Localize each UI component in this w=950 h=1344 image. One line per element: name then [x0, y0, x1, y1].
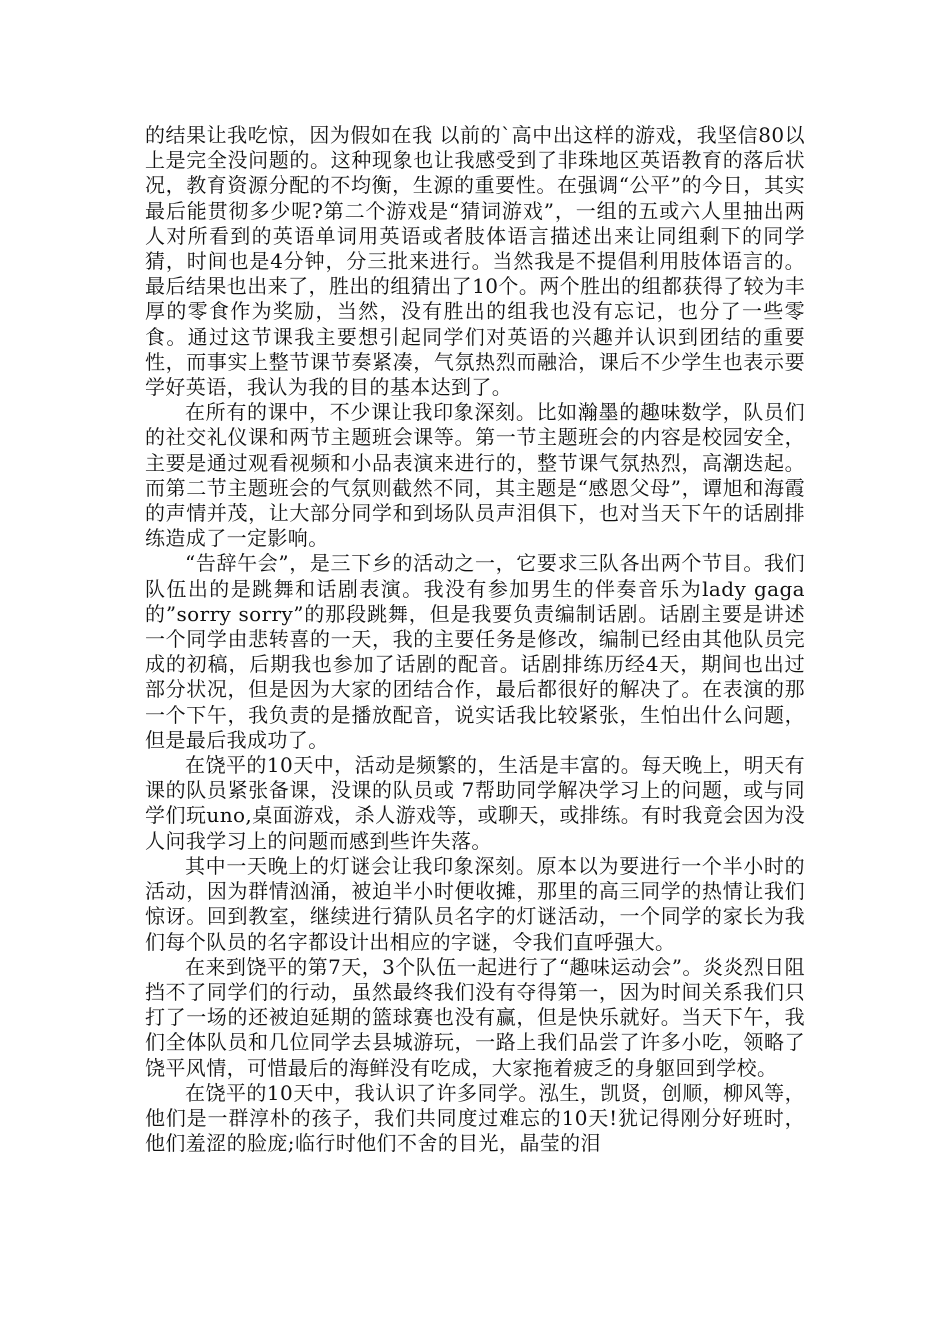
paragraph-5: 其中一天晚上的灯谜会让我印象深刻。原本以为要进行一个半小时的活动，因为群情汹涌，被迫半小时便收摊，那里的高三同学的热情让我们惊讶。回到教室，继续进行猜队员名字的灯谜活动，一个同学的家长为我们每个队员的名字都设计出相应的字谜，令我们直呼强大。 [145, 853, 805, 954]
paragraph-1: 的结果让我吃惊，因为假如在我 以前的`高中出这样的游戏，我坚信80以上是完全没问题的。这种现象也让我感受到了非珠地区英语教育的落后状况，教育资源分配的不均衡，生源的重要性。在强调“公平”的今日，其实最后能贯彻多少呢?第二个游戏是“猜词游戏”，一组的五或六人里抽出两人对所看到的英语单词用英语或者肢体语言描述出来让同组剩下的同学猜，时间也是4分钟，分三批来进行。当然我是不提倡利用肢体语言的。最后结果也出来了，胜出的组猜出了10个。两个胜出的组都获得了较为丰厚的零食作为奖励，当然，没有胜出的组我也没有忘记，也分了一些零食。通过这节课我主要想引起同学们对英语的兴趣并认识到团结的重要性，而事实上整节课节奏紧凑，气氛热烈而融洽，课后不少学生也表示要学好英语，我认为我的目的基本达到了。 [145, 123, 805, 400]
paragraph-7: 在饶平的10天中，我认识了许多同学。泓生，凯贤，创顺，柳风等，他们是一群淳朴的孩子，我们共同度过难忘的10天!犹记得刚分好班时，他们羞涩的脸庞;临行时他们不舍的目光，晶莹的泪 [145, 1080, 805, 1156]
paragraph-6: 在来到饶平的第7天，3个队伍一起进行了“趣味运动会”。炎炎烈日阻挡不了同学们的行动，虽然最终我们没有夺得第一，因为时间关系我们只打了一场的还被迫延期的篮球赛也没有赢，但是快乐就好。当天下午，我们全体队员和几位同学去县城游玩，一路上我们品尝了许多小吃，领略了饶平风情，可惜最后的海鲜没有吃成，大家拖着疲乏的身躯回到学校。 [145, 954, 805, 1080]
paragraph-4: 在饶平的10天中，活动是频繁的，生活是丰富的。每天晚上，明天有课的队员紧张备课，没课的队员或 7帮助同学解决学习上的问题，或与同学们玩uno,桌面游戏，杀人游戏等，或聊天，或排练。有时我竟会因为没人问我学习上的问题而感到些许失落。 [145, 753, 805, 853]
paragraph-2: 在所有的课中，不少课让我印象深刻。比如瀚墨的趣味数学，队员们的社交礼仪课和两节主题班会课等。第一节主题班会的内容是校园安全，主要是通过观看视频和小品表演来进行的，整节课气氛热烈，高潮迭起。而第二节主题班会的气氛则截然不同，其主题是“感恩父母”，谭旭和海霞的声情并茂，让大部分同学和到场队员声泪俱下，也对当天下午的话剧排练造成了一定影响。 [145, 400, 805, 551]
paragraph-3: “告辞午会”，是三下乡的活动之一，它要求三队各出两个节目。我们队伍出的是跳舞和话剧表演。我没有参加男生的伴奏音乐为lady gaga的”sorry sorry”的那段跳舞，但是我要负责编制话剧。话剧主要是讲述一个同学由悲转喜的一天，我的主要任务是修改，编制已经由其他队员完成的初稿，后期我也参加了话剧的配音。话剧排练历经4天，期间也出过部分状况，但是因为大家的团结合作，最后都很好的解决了。在表演的那一个下午，我负责的是播放配音，说实话我比较紧张，生怕出什么问题，但是最后我成功了。 [145, 551, 805, 752]
document-page [145, 123, 805, 1156]
